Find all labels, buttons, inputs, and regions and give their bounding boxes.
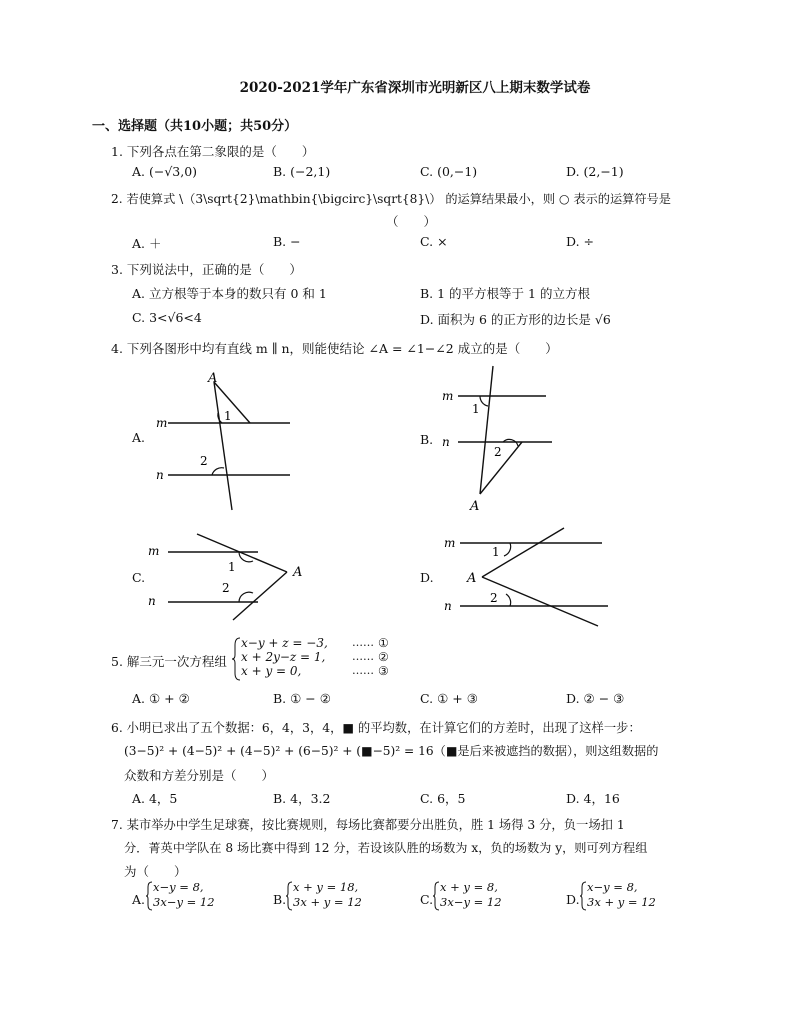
q5-option-b[interactable]: B. ① − ② bbox=[273, 691, 331, 706]
label-a: A bbox=[470, 499, 480, 514]
q7-b-eq-2: 3x + y = 12 bbox=[293, 895, 362, 909]
label-a: A bbox=[293, 565, 303, 580]
q5-mark-1: ① bbox=[378, 636, 389, 650]
q7-option-d[interactable]: D. bbox=[566, 892, 580, 907]
question-5-stem: 5. 解三元一次方程组 bbox=[111, 654, 227, 669]
q7-a-eq-2: 3x−y = 12 bbox=[153, 895, 215, 909]
q5-eq-1: x−y + z = −3, bbox=[241, 636, 328, 650]
q4-figure-b bbox=[430, 362, 570, 514]
q7-option-a[interactable]: A. bbox=[132, 892, 146, 907]
label-a: A bbox=[467, 571, 477, 586]
angle-2-arc bbox=[239, 592, 253, 602]
label-m: m bbox=[156, 416, 168, 430]
angle-2-arc bbox=[212, 468, 224, 475]
label-n: n bbox=[444, 599, 452, 613]
q1-option-c[interactable]: C. (0,−1) bbox=[420, 164, 478, 179]
q5-mark-2: ② bbox=[378, 650, 389, 664]
q2-option-a[interactable]: A. ＋ bbox=[132, 236, 162, 251]
ray-lower bbox=[482, 577, 598, 626]
label-2: 2 bbox=[200, 454, 208, 468]
question-7-line-2: 分．菁英中学队在 8 场比赛中得到 12 分，若设该队胜的场数为 x，负的场数为 y，则可列方程组 bbox=[124, 841, 648, 855]
question-3-stem: 3. 下列说法中，正确的是（ ） bbox=[111, 262, 302, 277]
q1-option-b[interactable]: B. (−2,1) bbox=[273, 164, 331, 179]
label-1: 1 bbox=[492, 545, 500, 559]
label-a: A bbox=[208, 371, 218, 386]
label-1: 1 bbox=[224, 409, 232, 423]
transversal bbox=[480, 366, 493, 494]
q3-option-c[interactable]: C. 3<√6<4 bbox=[132, 310, 202, 325]
q1-option-a[interactable]: A. (−√3,0) bbox=[132, 164, 198, 179]
q7-b-brace bbox=[286, 881, 293, 911]
question-6-line-3: 众数和方差分别是（ ） bbox=[124, 768, 275, 783]
label-m: m bbox=[148, 544, 160, 558]
label-n: n bbox=[148, 594, 156, 608]
q5-option-d[interactable]: D. ② − ③ bbox=[566, 691, 625, 706]
angle-2-arc bbox=[506, 594, 511, 606]
q7-d-eq-1: x−y = 8, bbox=[587, 880, 638, 894]
q4-option-b[interactable]: B. bbox=[420, 432, 434, 447]
q7-d-brace bbox=[580, 881, 587, 911]
q6-option-d[interactable]: D. 4，16 bbox=[566, 791, 620, 806]
angle-1-arc bbox=[504, 543, 511, 556]
q7-c-brace bbox=[433, 881, 440, 911]
label-m: m bbox=[444, 536, 456, 550]
q4-figure-d bbox=[430, 522, 620, 632]
question-7-line-3: 为（ ） bbox=[124, 864, 187, 879]
q3-option-b[interactable]: B. 1 的平方根等于 1 的立方根 bbox=[420, 286, 590, 301]
q6-option-a[interactable]: A. 4，5 bbox=[132, 791, 178, 806]
question-2-paren: （ ） bbox=[386, 214, 437, 229]
q2-option-b[interactable]: B. − bbox=[273, 234, 301, 249]
ray-upper bbox=[197, 534, 287, 572]
q5-eq-3: x + y = 0, bbox=[241, 664, 302, 678]
angle-2-arc bbox=[503, 439, 518, 446]
section-heading: 一、选择题（共10小题；共50分） bbox=[92, 119, 298, 134]
q4-option-d[interactable]: D. bbox=[420, 570, 434, 585]
q2-option-c[interactable]: C. × bbox=[420, 234, 448, 249]
question-7-line-1: 7. 某市举办中学生足球赛，按比赛规则，每场比赛都要分出胜负，胜 1 场得 3 分，负一场扣 1 bbox=[111, 818, 625, 832]
q7-a-brace bbox=[146, 881, 153, 911]
q5-mark-3: ③ bbox=[378, 664, 389, 678]
label-1: 1 bbox=[472, 402, 480, 416]
question-6-line-2: (3−5)² + (4−5)² + (4−5)² + (6−5)² + (■−5)² = 16（■是后来被遮挡的数据），则这组数据的 bbox=[124, 744, 659, 758]
label-m: m bbox=[442, 389, 454, 403]
label-2: 2 bbox=[494, 445, 502, 459]
q4-figure-a bbox=[140, 368, 310, 518]
angle-1-arc bbox=[480, 396, 488, 406]
q3-option-d[interactable]: D. 面积为 6 的正方形的边长是 √6 bbox=[420, 312, 611, 327]
question-4-stem: 4. 下列各图形中均有直线 m ∥ n，则能使结论 ∠A = ∠1−∠2 成立的是（ ） bbox=[111, 341, 558, 356]
transversal bbox=[214, 382, 232, 510]
q7-a-eq-1: x−y = 8, bbox=[153, 880, 204, 894]
q6-option-b[interactable]: B. 4，3.2 bbox=[273, 791, 331, 806]
q1-option-d[interactable]: D. (2,−1) bbox=[566, 164, 624, 179]
q7-b-eq-1: x + y = 18, bbox=[293, 880, 359, 894]
question-2-stem: 2. 若使算式 \（3\sqrt{2}\mathbin{\bigcirc}\sqrt{8}\） 的运算结果最小，则 ○ 表示的运算符号是 bbox=[111, 192, 671, 206]
q5-option-a[interactable]: A. ① + ② bbox=[132, 691, 190, 706]
q5-dots-3: …… bbox=[352, 664, 374, 677]
q2-option-d[interactable]: D. ÷ bbox=[566, 234, 594, 249]
question-1-stem: 1. 下列各点在第二象限的是（ ） bbox=[111, 144, 315, 159]
q6-option-c[interactable]: C. 6，5 bbox=[420, 791, 466, 806]
label-1: 1 bbox=[228, 560, 236, 574]
q3-option-a[interactable]: A. 立方根等于本身的数只有 0 和 1 bbox=[132, 286, 327, 301]
q7-c-eq-2: 3x−y = 12 bbox=[440, 895, 502, 909]
label-2: 2 bbox=[222, 581, 230, 595]
q7-option-b[interactable]: B. bbox=[273, 892, 287, 907]
q5-option-c[interactable]: C. ① + ③ bbox=[420, 691, 478, 706]
label-n: n bbox=[442, 435, 450, 449]
q7-c-eq-1: x + y = 8, bbox=[440, 880, 498, 894]
label-n: n bbox=[156, 468, 164, 482]
page-title: 2020-2021学年广东省深圳市光明新区八上期末数学试卷 bbox=[239, 80, 591, 96]
q4-option-a[interactable]: A. bbox=[132, 430, 146, 445]
q5-dots-2: …… bbox=[352, 650, 374, 663]
label-2: 2 bbox=[490, 591, 498, 605]
q5-dots-1: …… bbox=[352, 636, 374, 649]
question-6-line-1: 6. 小明已求出了五个数据：6，4，3，4，■ 的平均数，在计算它们的方差时，出现了这样一步： bbox=[111, 721, 641, 735]
q4-figure-c bbox=[140, 526, 320, 624]
q4-option-c[interactable]: C. bbox=[132, 570, 146, 585]
q7-option-c[interactable]: C. bbox=[420, 892, 434, 907]
q5-eq-2: x + 2y−z = 1, bbox=[241, 650, 326, 664]
q7-d-eq-2: 3x + y = 12 bbox=[587, 895, 656, 909]
